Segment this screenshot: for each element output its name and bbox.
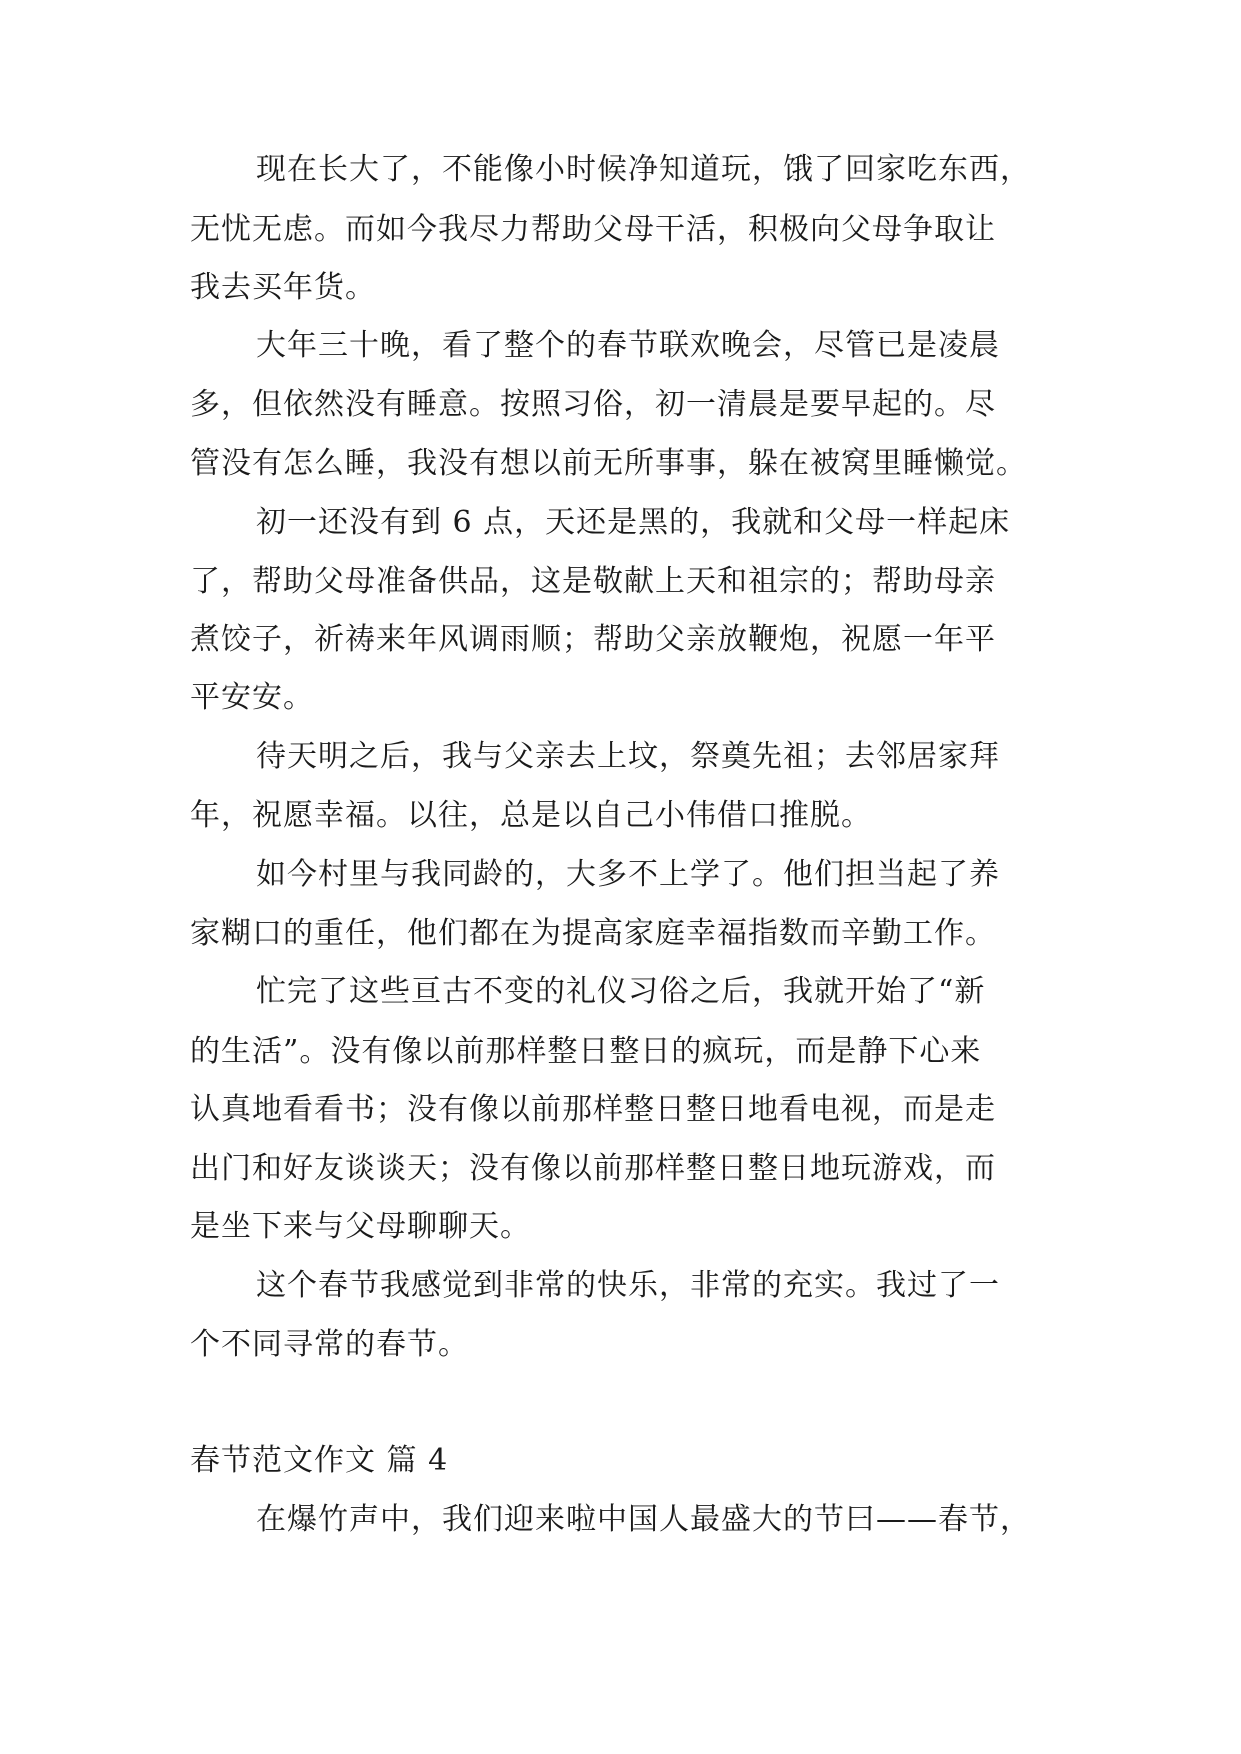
paragraph-6-line-1: 忙完了这些亘古不变的礼仪习俗之后，我就开始了“新: [256, 974, 986, 1009]
paragraph-3-line-4: 平安安。: [190, 680, 314, 715]
paragraph-1-line-3: 我去买年货。: [190, 270, 376, 305]
paragraph-3-line-2: 了，帮助父母准备供品，这是敬献上天和祖宗的；帮助母亲: [190, 564, 996, 599]
paragraph-4-line-1: 待天明之后，我与父亲去上坟，祭奠先祖；去邻居家拜: [256, 739, 1000, 774]
paragraph-6-line-2: 的生活”。没有像以前那样整日整日的疯玩，而是静下心来: [190, 1034, 982, 1069]
paragraph-4-line-2: 年，祝愿幸福。以往，总是以自己小伟借口推脱。: [190, 798, 872, 833]
paragraph-2-line-3: 管没有怎么睡，我没有想以前无所事事，躲在被窝里睡懒觉。: [190, 446, 1027, 481]
paragraph-7-line-1: 这个春节我感觉到非常的快乐，非常的充实。我过了一: [256, 1268, 1000, 1303]
section-heading: 春节范文作文 篇 4: [190, 1443, 449, 1478]
paragraph-1-line-2: 无忧无虑。而如今我尽力帮助父母干活，积极向父母争取让: [190, 212, 996, 247]
paragraph-6-line-5: 是坐下来与父母聊聊天。: [190, 1209, 531, 1244]
paragraph-3-line-1: 初一还没有到 6 点，天还是黑的，我就和父母一样起床: [256, 505, 1011, 540]
paragraph-3-line-3: 煮饺子，祈祷来年风调雨顺；帮助父亲放鞭炮，祝愿一年平: [190, 622, 996, 657]
paragraph-6-line-4: 出门和好友谈谈天；没有像以前那样整日整日地玩游戏，而: [190, 1151, 996, 1186]
paragraph-8-line-1: 在爆竹声中，我们迎来啦中国人最盛大的节曰——春节，: [256, 1502, 1031, 1537]
paragraph-5-line-1: 如今村里与我同龄的，大多不上学了。他们担当起了养: [256, 857, 1000, 892]
paragraph-2-line-1: 大年三十晚，看了整个的春节联欢晚会，尽管已是凌晨: [256, 328, 1000, 363]
paragraph-6-line-3: 认真地看看书；没有像以前那样整日整日地看电视，而是走: [190, 1092, 996, 1127]
paragraph-7-line-2: 个不同寻常的春节。: [190, 1327, 469, 1362]
paragraph-1-line-1: 现在长大了，不能像小时候净知道玩，饿了回家吃东西，: [256, 152, 1031, 187]
paragraph-2-line-2: 多，但依然没有睡意。按照习俗，初一清晨是要早起的。尽: [190, 387, 996, 422]
paragraph-5-line-2: 家糊口的重任，他们都在为提高家庭幸福指数而辛勤工作。: [190, 916, 996, 951]
